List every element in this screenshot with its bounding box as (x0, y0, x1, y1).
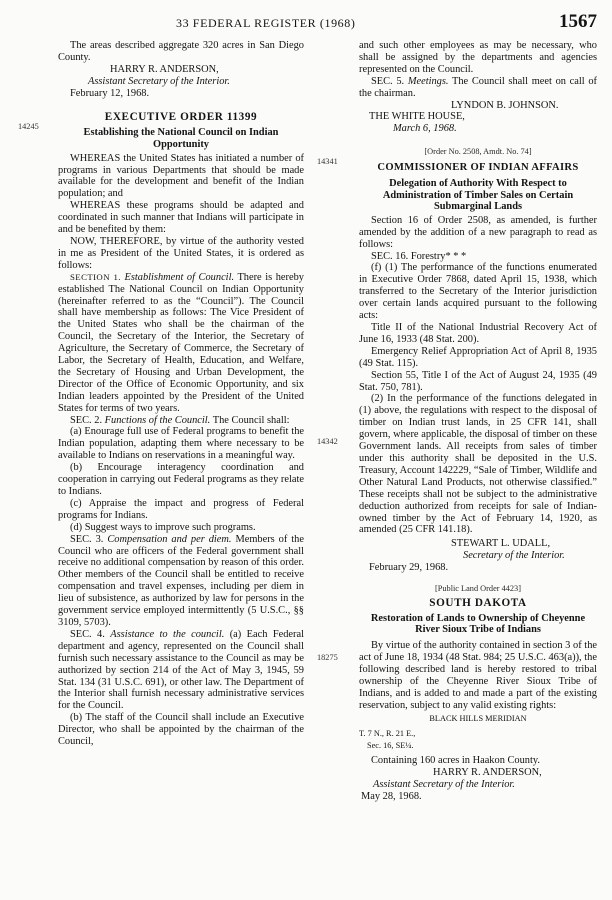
signature-date: February 12, 1968. (70, 87, 150, 99)
page-header (0, 10, 612, 34)
south-dakota-paragraph: By virtue of the authority contained in section 3 of the act of June 18, 1934 (48 Stat. 984; 25 U.S.C. 463(a)), the following described land is hereby restored to tribal ownership of the Cheyenne River Sioux Tribe of Indians, and is added to and made a part of the existing reservation, subject to any valid existing rights: (359, 640, 597, 711)
udall-signature: STEWART L. UDALL, (451, 538, 551, 550)
signer-title: Assistant Secretary of the Interior. (88, 75, 230, 87)
order-reference: [Order No. 2508, Amdt. No. 74] (424, 147, 532, 157)
meridian-heading: BLACK HILLS MERIDIAN (429, 714, 527, 724)
commissioner-title: COMMISSIONER OF INDIAN AFFAIRS (377, 162, 579, 174)
plo-reference: [Public Land Order 4423] (435, 584, 521, 594)
page-number: 1567 (559, 11, 597, 32)
containing-acres: Containing 160 acres in Haakon County. (371, 755, 541, 767)
eo-date: March 6, 1968. (393, 123, 457, 135)
act-reference: Title II of the National Industrial Recovery Act of June 16, 1933 (48 Stat. 200). (359, 322, 597, 345)
south-dakota-subtitle: Restoration of Lands to Ownership of Cheyenne River Sioux Tribe of Indians (370, 612, 586, 636)
now-therefore-paragraph: NOW, THEREFORE, by virtue of the authority vested in me as President of the United States, it is ordered as follows: (58, 235, 304, 271)
section-2-item: (d) Suggest ways to improve such programs. (70, 521, 256, 533)
section-4: SEC. 4. Assistance to the council. (a) Each Federal department and agency, represented on the Council shall furnish such necessary assistance to the Council as may be authorized by section 214 of the Act of May 3, 1945, 59 Stat. 134 (31 U.S.C. 691), or other law. The Department of the Interior shall furnish necessary administrative services for the Council. (58, 628, 304, 712)
margin-number: 14341 (317, 157, 338, 166)
whereas-paragraph: WHEREAS these programs should be adapted and coordinated in such manner that Indians will participate in and be benefited by them: (58, 200, 304, 236)
udall-date: February 29, 1968. (369, 562, 449, 574)
sec16-heading: SEC. 16. Forestry* * * (371, 250, 467, 262)
anderson-title: Assistant Secretary of the Interior. (373, 779, 515, 790)
section-2: SEC. 2. Functions of the Council. The Council shall: (70, 414, 290, 426)
running-head: 33 FEDERAL REGISTER (1968) (176, 16, 356, 30)
anderson-date: May 28, 1968. (361, 790, 422, 802)
paragraph-f1: (f) (1) The performance of the functions enumerated in Executive Order 7868, dated April 15, 1938, which transferred to the Secretary of the Interior jurisdiction over certain lands acquired pursuant to the following acts: (359, 262, 597, 322)
white-house: THE WHITE HOUSE, (369, 111, 465, 123)
section-description: Sec. 16, SE¼. (367, 741, 414, 751)
left-column (58, 40, 304, 748)
margin-number: 18275 (317, 653, 338, 662)
township: T. 7 N., R. 21 E., (359, 729, 416, 739)
act-reference: Emergency Relief Appropriation Act of April 8, 1935 (49 Stat. 115). (359, 345, 597, 369)
whereas-paragraph: WHEREAS the United States has initiated a number of programs in various Departments that should be made available for the development and benefit of the Indian population; and (58, 152, 304, 200)
eo-subtitle: Establishing the National Council on Indian Opportunity (83, 127, 279, 151)
president-signature: LYNDON B. JOHNSON. (451, 99, 559, 111)
section-2-item: (c) Appraise the impact and progress of Federal programs for Indians. (58, 497, 304, 521)
section-3: SEC. 3. Compensation and per diem. Members of the Council who are officers of the Federal government shall receive no additional compensation by reason of this order. Other members of the Council shall be entitled to receive compensation and travel expenses, including per diem in lieu of subsistence, as authorized by law for persons in the government service employed intermittently (5 U.S.C., §§ 3109, 5703). (58, 533, 304, 628)
intro-paragraph: The areas described aggregate 320 acres in San Diego County. (58, 40, 304, 63)
paragraph-2: (2) In the performance of the functions delegated in (1) above, the regulations with respect to the disposal of timber on Indian trust lands, in 25 CFR 141, shall govern, where applicable, the disposal of timber on these Government lands. All receipts from sales of timber under this authority shall be deposited in the U.S. Treasury, Account 142229, “Sale of Timber, Wildlife and Other Natural Land Products, not otherwise classified.” These receipts shall not be subject to the administrative deduction authorized from receipts for sale of Indian-owned timber by the Act of February 14, 1920, as amended (25 CFR 141.18). (359, 393, 597, 536)
continuation-paragraph: and such other employees as may be necessary, who shall be assigned by the departments and agencies represented on the Council. (359, 40, 597, 75)
margin-number: 14245 (18, 122, 39, 131)
signer-name: HARRY R. ANDERSON, (110, 63, 219, 75)
anderson-signature: HARRY R. ANDERSON, (433, 767, 542, 779)
act-reference: Section 55, Title I of the Act of August 24, 1935 (49 Stat. 750, 781). (359, 369, 597, 393)
right-column (359, 40, 597, 803)
section-5: SEC. 5. Meetings. The Council shall meet on call of the chairman. (359, 75, 597, 99)
delegation-subtitle: Delegation of Authority With Respect to Administration of Timber Sales on Certain Submarginal Lands (382, 178, 574, 213)
sec16-intro: Section 16 of Order 2508, as amended, is further amended by the addition of a new paragraph to read as follows: (359, 214, 597, 250)
eo-title: EXECUTIVE ORDER 11399 (104, 110, 258, 123)
section-2-item: (a) Enourage full use of Federal programs to benefit the Indian population, adapting them where necessary to be available to Indians on reservations in a meaningful way. (58, 426, 304, 462)
south-dakota-title: SOUTH DAKOTA (429, 596, 527, 609)
margin-number: 14342 (317, 437, 338, 446)
section-1: SECTION 1. Establishment of Council. There is hereby established The National Council on Indian Opportunity (hereinafter referred to as the “Council”). The Council shall have membership as follows: The Vice President of the United States who shall be the chairman of the Council, the Secretary of the Interior, the Secretary of Agriculture, the Secretary of Commerce, the Secretary of Labor, the Secretary of Health, Education, and Welfare, the Secretary of Housing and Urban Development, the Director of the Office of Economic Opportunity, and six Indian leaders appointed by the President of the United States for terms of two years. (58, 271, 304, 414)
section-2-item: (b) Encourage interagency coordination and cooperation in carrying out Federal programs as they relate to Indians. (58, 462, 304, 497)
udall-title: Secretary of the Interior. (463, 550, 565, 562)
section-4-item: (b) The staff of the Council shall include an Executive Director, who shall be appointed by the chairman of the Council, (58, 712, 304, 748)
